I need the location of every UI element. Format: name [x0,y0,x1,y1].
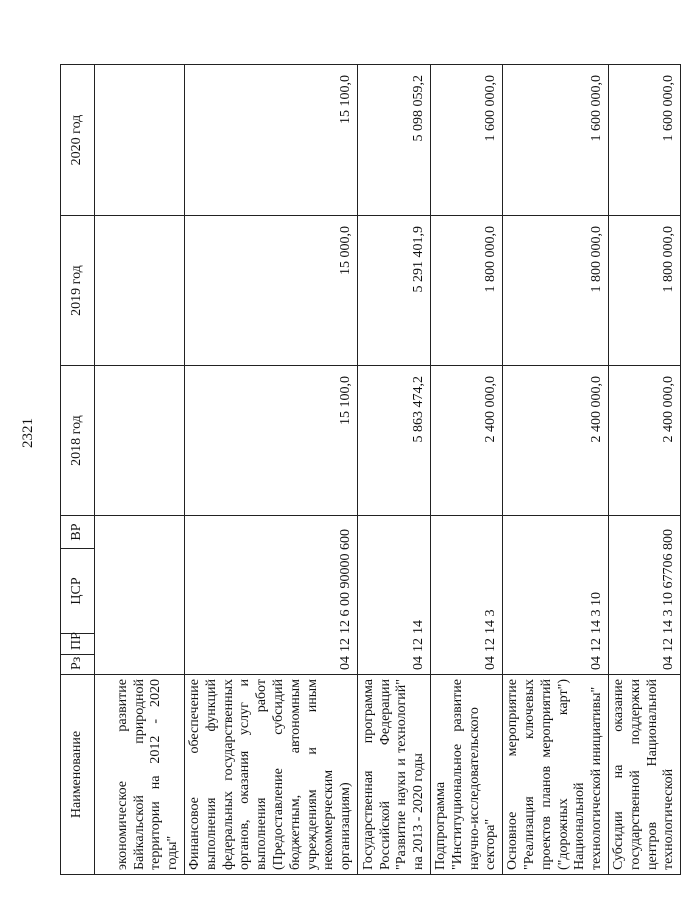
row-name: экономическое развитие Байкальской природной территории на 2012 - 2020 годы" [95,675,185,875]
row-name: Подпрограмма "Институциональное развитие научно-исследовательского сектора" [430,675,502,875]
row-csr: 14 3 10 [589,592,605,634]
table-row [185,65,358,875]
row-csr: 14 [411,620,427,634]
row-2020: 1 600 000,0 [430,65,502,216]
row-2019: 1 800 000,0 [430,216,502,366]
page-number: 2321 [20,418,36,448]
row-2018: 2 400 000,0 [608,366,680,516]
row-2018 [95,366,185,516]
row-2020: 5 098 059,2 [357,65,430,216]
header-pr: ПР [61,634,95,655]
row-rz: 04 [589,656,605,670]
row-vr: 800 [661,529,677,550]
row-csr: 14 3 [483,609,499,634]
row-codes [608,516,680,675]
row-vr: 600 [338,529,354,550]
row-2020: 1 600 000,0 [608,65,680,216]
row-2019 [95,216,185,366]
row-name: Государственная программа Российской Федерации "Развитие науки и технологий" на 2013 - 2020 годы [357,675,430,875]
row-name: Финансовое обеспечение выполнения функций федеральных государственных органов, оказания услуг и выполнения работ (Предоставление субсидий бюджетным, автономным учреждениям и иным некоммерческим организациям) [185,675,358,875]
row-rz: 04 [338,656,354,670]
row-name: Субсидии на оказание государственной поддержки центров Национальной технологической [608,675,680,875]
row-2019: 1 800 000,0 [503,216,609,366]
row-pr: 12 [483,638,499,652]
header-name: Наименование [61,675,95,875]
header-rz: Рз [61,655,95,675]
row-2018: 15 100,0 [185,366,358,516]
row-2019: 1 800 000,0 [608,216,680,366]
row-codes [357,516,430,675]
row-2020: 1 600 000,0 [503,65,609,216]
row-pr: 12 [589,638,605,652]
row-2020 [95,65,185,216]
row-pr: 12 [338,638,354,652]
table-row [503,65,609,875]
row-pr: 12 [661,638,677,652]
row-2018: 2 400 000,0 [503,366,609,516]
header-vr: ВР [61,516,95,549]
rotated-table-container [60,65,677,875]
row-codes [430,516,502,675]
row-rz: 04 [411,656,427,670]
table-row [430,65,502,875]
header-csr: ЦСР [61,549,95,634]
header-2020: 2020 год [61,65,95,216]
table-row [357,65,430,875]
row-pr: 12 [411,638,427,652]
header-2019: 2019 год [61,216,95,366]
table-row [95,65,185,875]
row-2019: 15 000,0 [185,216,358,366]
budget-table [60,64,681,875]
row-csr: 12 6 00 90000 [338,553,354,634]
row-2020: 15 100,0 [185,65,358,216]
row-csr: 14 3 10 67706 [661,553,677,634]
row-2018: 5 863 474,2 [357,366,430,516]
header-2018: 2018 год [61,366,95,516]
row-rz: 04 [661,656,677,670]
row-2019: 5 291 401,9 [357,216,430,366]
row-codes [185,516,358,675]
row-2018: 2 400 000,0 [430,366,502,516]
row-rz: 04 [483,656,499,670]
table-row [608,65,680,875]
row-codes [503,516,609,675]
row-codes [95,516,185,675]
row-name: Основное мероприятие "Реализация ключевых проектов планов мероприятий ("дорожных карт") Национальной технологической инициативы" [503,675,609,875]
table-header-row [61,65,95,875]
